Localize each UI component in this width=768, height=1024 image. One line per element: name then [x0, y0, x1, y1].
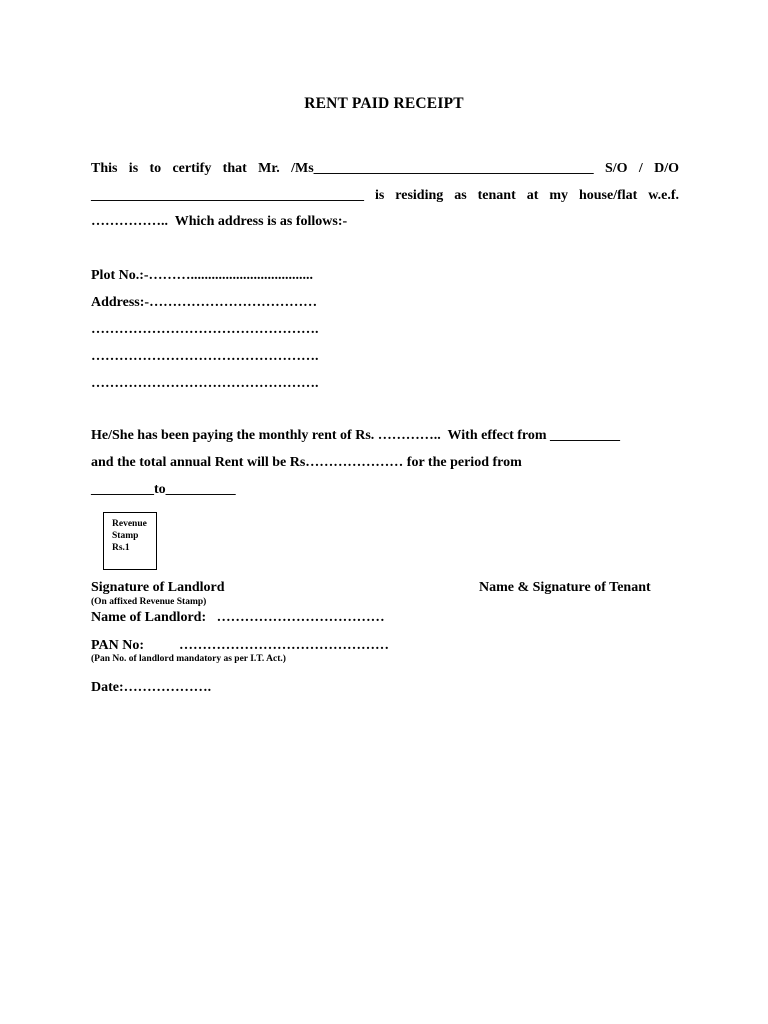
period-line: _________to__________	[91, 482, 236, 497]
stamp-label-2: Stamp	[112, 531, 139, 541]
stamp-label-3: Rs.1	[112, 543, 130, 553]
landlord-name-field: Name of Landlord: ………………………………	[91, 610, 385, 625]
plot-number-field: Plot No.:-………...................................	[91, 268, 314, 283]
signature-tenant-label: Name & Signature of Tenant	[479, 580, 651, 595]
address-line-3: ………………………………………….	[91, 376, 319, 391]
address-field: Address:-………………………………	[91, 295, 318, 310]
revenue-stamp-box	[103, 512, 157, 570]
signature-landlord-note: (On affixed Revenue Stamp)	[91, 597, 207, 607]
date-field: Date:……………….	[91, 680, 212, 695]
certify-line-1: This is to certify that Mr. /Ms________________________________________ S/O / D/O	[91, 161, 679, 176]
document-title: RENT PAID RECEIPT	[304, 95, 464, 112]
annual-rent-line: and the total annual Rent will be Rs………………… for the period from	[91, 455, 522, 470]
pan-note: (Pan No. of landlord mandatory as per I.T. Act.)	[91, 654, 286, 664]
signature-landlord-label: Signature of Landlord	[91, 580, 225, 595]
pan-number-field: PAN No: ………………………………………	[91, 638, 390, 653]
certify-line-2: _______________________________________ is residing as tenant at my house/flat w.e.f.	[91, 188, 679, 203]
monthly-rent-line: He/She has been paying the monthly rent of Rs. ………….. With effect from __________	[91, 428, 621, 443]
stamp-label-1: Revenue	[112, 519, 147, 529]
address-line-1: ………………………………………….	[91, 322, 319, 337]
address-line-2: ………………………………………….	[91, 349, 319, 364]
certify-line-3: …………….. Which address is as follows:-	[91, 214, 348, 229]
